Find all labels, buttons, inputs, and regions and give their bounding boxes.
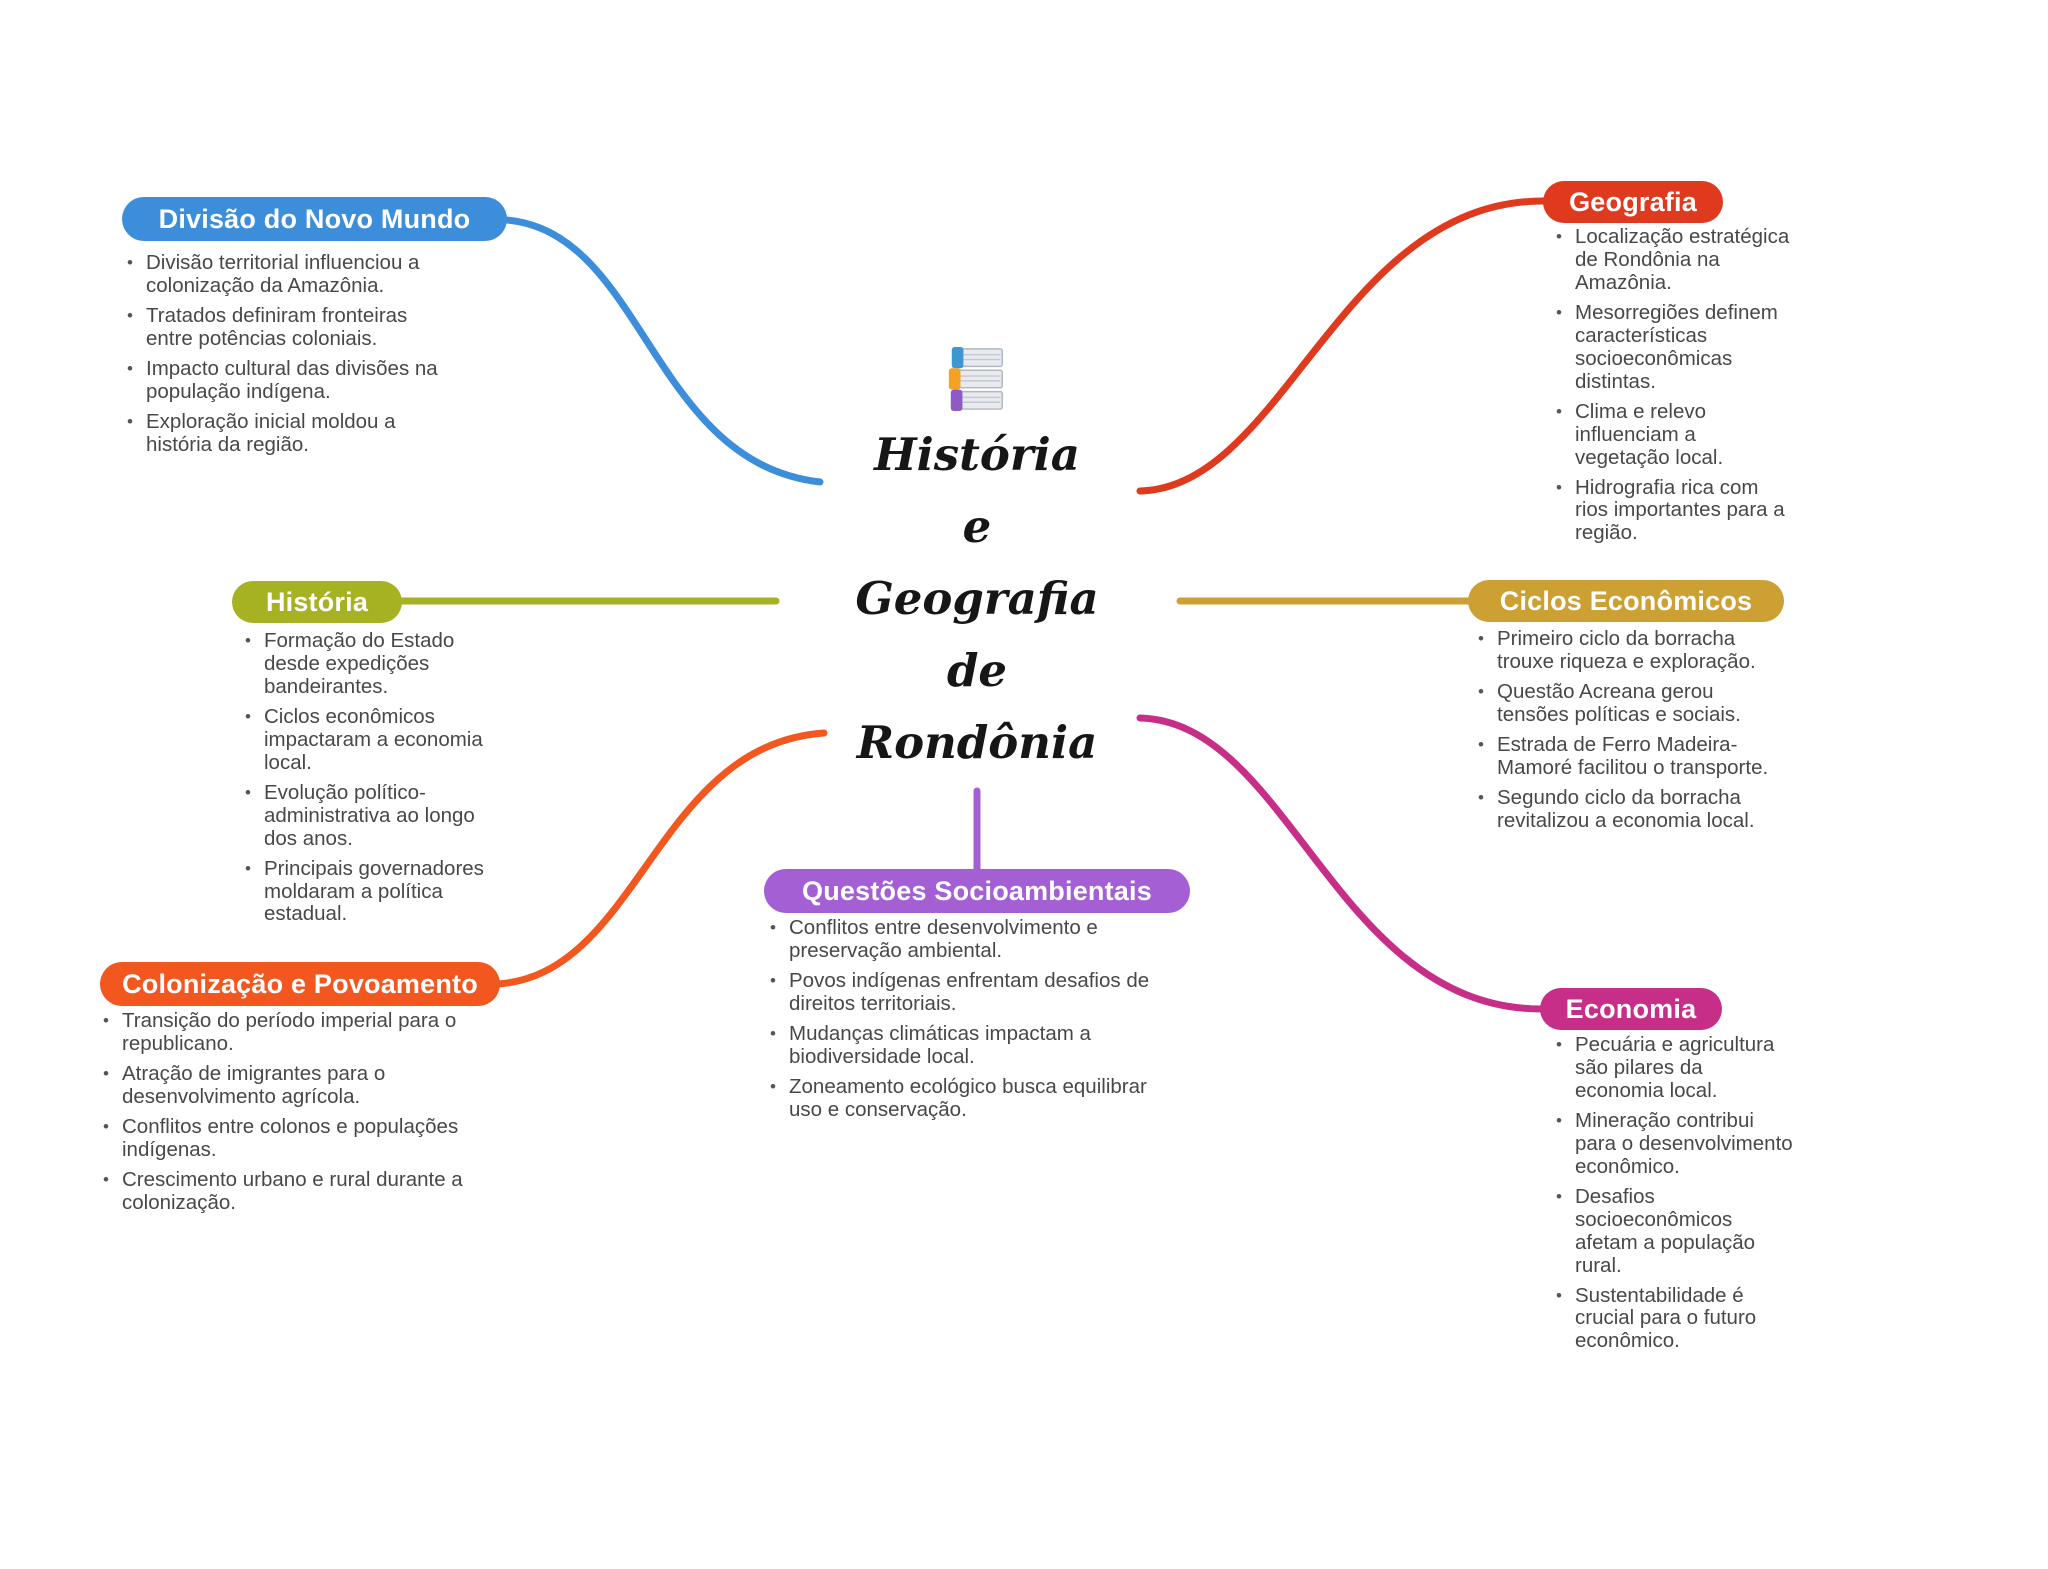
- bullet-item: • Impacto cultural das divisões na população indígena.: [127, 356, 438, 403]
- bullet-dot: •: [127, 358, 133, 378]
- bullet-item: • Desafios socioeconômicos afetam a população rural.: [1556, 1184, 1756, 1277]
- bullet-dot: •: [103, 1011, 109, 1030]
- bullet-item: • Hidrografia rica com rios importantes para a região.: [1556, 475, 1785, 545]
- branch-label: Questões Socioambientais: [802, 875, 1152, 906]
- bullet-item: • Segundo ciclo da borracha revitalizou a economia local.: [1478, 785, 1755, 832]
- central-title-line: Rondônia: [856, 716, 1098, 769]
- bullet-dot: •: [1478, 787, 1484, 807]
- bullet-dot: •: [245, 782, 251, 802]
- central-title-line: História: [874, 428, 1080, 481]
- branch-label: Economia: [1565, 993, 1697, 1024]
- bullet-item: • Divisão territorial influenciou a colonização da Amazônia.: [127, 251, 420, 297]
- bullet-item: • Estrada de Ferro Madeira-Mamoré facilitou o transporte.: [1478, 732, 1769, 779]
- bullet-dot: •: [245, 858, 251, 878]
- branch-label: Colonização e Povoamento: [122, 968, 478, 999]
- bullet-dot: •: [770, 1076, 776, 1096]
- bullet-item: • Exploração inicial moldou a história da região.: [127, 409, 396, 456]
- books-icon: [944, 345, 1010, 411]
- central-title-line: e: [962, 500, 992, 553]
- bullet-item: • Povos indígenas enfrentam desafios de direitos territoriais.: [770, 968, 1150, 1015]
- bullet-dot: •: [1556, 1110, 1562, 1130]
- branch-label: Geografia: [1569, 186, 1697, 217]
- central-title-line: de: [946, 644, 1008, 697]
- bullet-item: • Mineração contribui para o desenvolvimento econômico.: [1556, 1108, 1793, 1178]
- bullet-dot: •: [770, 970, 776, 990]
- branch-label: Ciclos Econômicos: [1499, 585, 1753, 616]
- bullet-item: • Mesorregiões definem características socioeconômicas distintas.: [1556, 300, 1778, 393]
- bullet-dot: •: [1556, 477, 1562, 497]
- bullet-dot: •: [1556, 401, 1562, 421]
- branch-label-pill[interactable]: [100, 962, 500, 1006]
- bullet-item: • Crescimento urbano e rural durante a colonização.: [103, 1167, 463, 1214]
- bullet-item: • Atração de imigrantes para o desenvolvimento agrícola.: [103, 1061, 386, 1108]
- bullet-dot: •: [245, 631, 251, 650]
- bullet-item: • Questão Acreana gerou tensões políticas e sociais.: [1478, 679, 1741, 726]
- bullet-dot: •: [127, 305, 133, 325]
- branch-label: História: [265, 586, 369, 617]
- bullet-dot: •: [245, 706, 251, 726]
- bullet-dot: •: [127, 411, 133, 431]
- bullet-dot: •: [1556, 302, 1562, 322]
- bullet-item: • Sustentabilidade é crucial para o futuro econômico.: [1556, 1283, 1757, 1353]
- bullet-item: • Ciclos econômicos impactaram a economia local.: [245, 704, 483, 774]
- branch-bullets: [1556, 1034, 1796, 1360]
- branch-bullets: [1478, 628, 1788, 840]
- bullet-dot: •: [1556, 1035, 1562, 1054]
- bullet-dot: •: [1556, 1186, 1562, 1206]
- branch-label-pill[interactable]: [764, 869, 1190, 913]
- branch-label-pill[interactable]: [1468, 580, 1784, 622]
- bullet-dot: •: [1556, 1285, 1562, 1305]
- book-middle: [949, 368, 1002, 389]
- bullet-dot: •: [1556, 227, 1562, 246]
- bullet-dot: •: [770, 918, 776, 937]
- branch-bullets: [770, 917, 1170, 1129]
- connector-geografia: [1140, 201, 1545, 491]
- bullet-dot: •: [1478, 629, 1484, 648]
- bullet-item: • Transição do período imperial para o republicano.: [103, 1009, 457, 1055]
- bullet-dot: •: [1478, 734, 1484, 754]
- central-title-line: Geografia: [855, 572, 1099, 625]
- branch-bullets: [127, 252, 457, 464]
- book-bottom: [951, 390, 1002, 411]
- bullet-dot: •: [770, 1023, 776, 1043]
- branch-label-pill[interactable]: [1540, 988, 1722, 1030]
- bullet-item: • Zoneamento ecológico busca equilibrar uso e conservação.: [770, 1074, 1147, 1121]
- bullet-item: • Tratados definiram fronteiras entre potências coloniais.: [127, 303, 408, 350]
- bullet-item: • Pecuária e agricultura são pilares da economia local.: [1556, 1033, 1775, 1102]
- central-title: [832, 419, 1122, 779]
- branch-label: Divisão do Novo Mundo: [158, 203, 471, 234]
- book-top: [952, 347, 1002, 368]
- branch-bullets: [245, 630, 490, 933]
- bullet-item: • Primeiro ciclo da borracha trouxe riqueza e exploração.: [1478, 627, 1756, 673]
- branch-label-pill[interactable]: [1543, 181, 1723, 223]
- bullet-item: • Formação do Estado desde expedições bandeirantes.: [245, 629, 455, 698]
- connector-divisao-do-novo-mundo: [507, 220, 820, 482]
- bullet-item: • Mudanças climáticas impactam a biodiversidade local.: [770, 1021, 1091, 1068]
- branch-bullets: [1556, 226, 1796, 552]
- bullet-item: • Evolução político-administrativa ao longo dos anos.: [245, 780, 475, 850]
- bullet-item: • Clima e relevo influenciam a vegetação local.: [1556, 399, 1724, 469]
- bullet-dot: •: [103, 1169, 109, 1189]
- bullet-dot: •: [103, 1116, 109, 1136]
- branch-bullets: [103, 1010, 483, 1222]
- bullet-dot: •: [103, 1063, 109, 1083]
- branch-label-pill[interactable]: [232, 581, 402, 623]
- bullet-item: • Principais governadores moldaram a política estadual.: [245, 856, 484, 926]
- branch-label-pill[interactable]: [122, 197, 507, 241]
- central-topic[interactable]: [832, 345, 1122, 779]
- bullet-item: • Conflitos entre desenvolvimento e preservação ambiental.: [770, 916, 1098, 962]
- bullet-item: • Conflitos entre colonos e populações indígenas.: [103, 1114, 459, 1161]
- bullet-item: • Localização estratégica de Rondônia na Amazônia.: [1556, 225, 1790, 294]
- bullet-dot: •: [127, 253, 133, 272]
- bullet-dot: •: [1478, 681, 1484, 701]
